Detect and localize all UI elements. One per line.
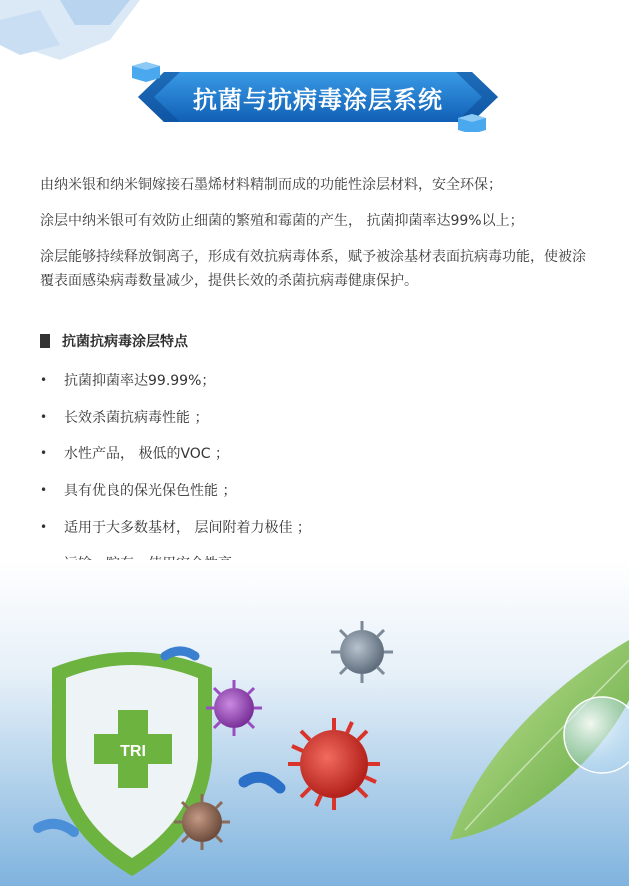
list-item-label: 具有优良的保光保色性能 ；: [64, 483, 237, 500]
bullet-icon: •: [40, 483, 48, 498]
intro-paragraph: 涂层能够持续释放铜离子，形成有效抗病毒体系，赋予被涂基材表面抗病毒功能，使被涂覆表面感染病毒数量减少，提供长效的杀菌抗病毒健康保护。: [40, 249, 586, 289]
list-item-label: 水性产品， 极低的VOC ；: [64, 446, 230, 463]
virus-icon: [331, 621, 393, 683]
features-heading: [40, 331, 188, 351]
intro-paragraph: 由纳米银和纳米铜嫁接石墨烯材料精制而成的功能性涂层材料，安全环保；: [40, 177, 502, 193]
list-item: [40, 508, 311, 545]
shield-logo: TRI: [120, 743, 146, 760]
bullet-icon: •: [40, 373, 48, 388]
heading-marker: [40, 334, 50, 348]
bullet-icon: •: [40, 519, 48, 534]
list-item-label: 长效杀菌抗病毒性能 ；: [64, 409, 209, 426]
list-item-label: 抗菌抑菌率达99.99%；: [64, 373, 216, 390]
list-item: [40, 472, 311, 509]
bacteria-icon: [165, 651, 195, 656]
list-item-label: 适用于大多数基材， 层间附着力极佳 ；: [64, 519, 311, 536]
title-banner: [120, 62, 516, 132]
intro-text: [40, 173, 592, 305]
intro-paragraph: 涂层中纳米银可有效防止细菌的繁殖和霉菌的产生， 抗菌抑菌率达99%以上；: [40, 213, 524, 229]
bullet-icon: •: [40, 446, 48, 461]
virus-icon: [174, 794, 230, 850]
list-item: [40, 435, 311, 472]
page-title: 抗菌与抗病毒涂层系统: [193, 85, 443, 114]
features-heading-label: 抗菌抗病毒涂层特点: [62, 334, 188, 350]
illustration: [0, 560, 629, 886]
list-item: [40, 362, 311, 399]
list-item: [40, 399, 311, 436]
bullet-icon: •: [40, 409, 48, 424]
virus-icon: [206, 680, 262, 736]
virus-icon: [288, 718, 380, 810]
